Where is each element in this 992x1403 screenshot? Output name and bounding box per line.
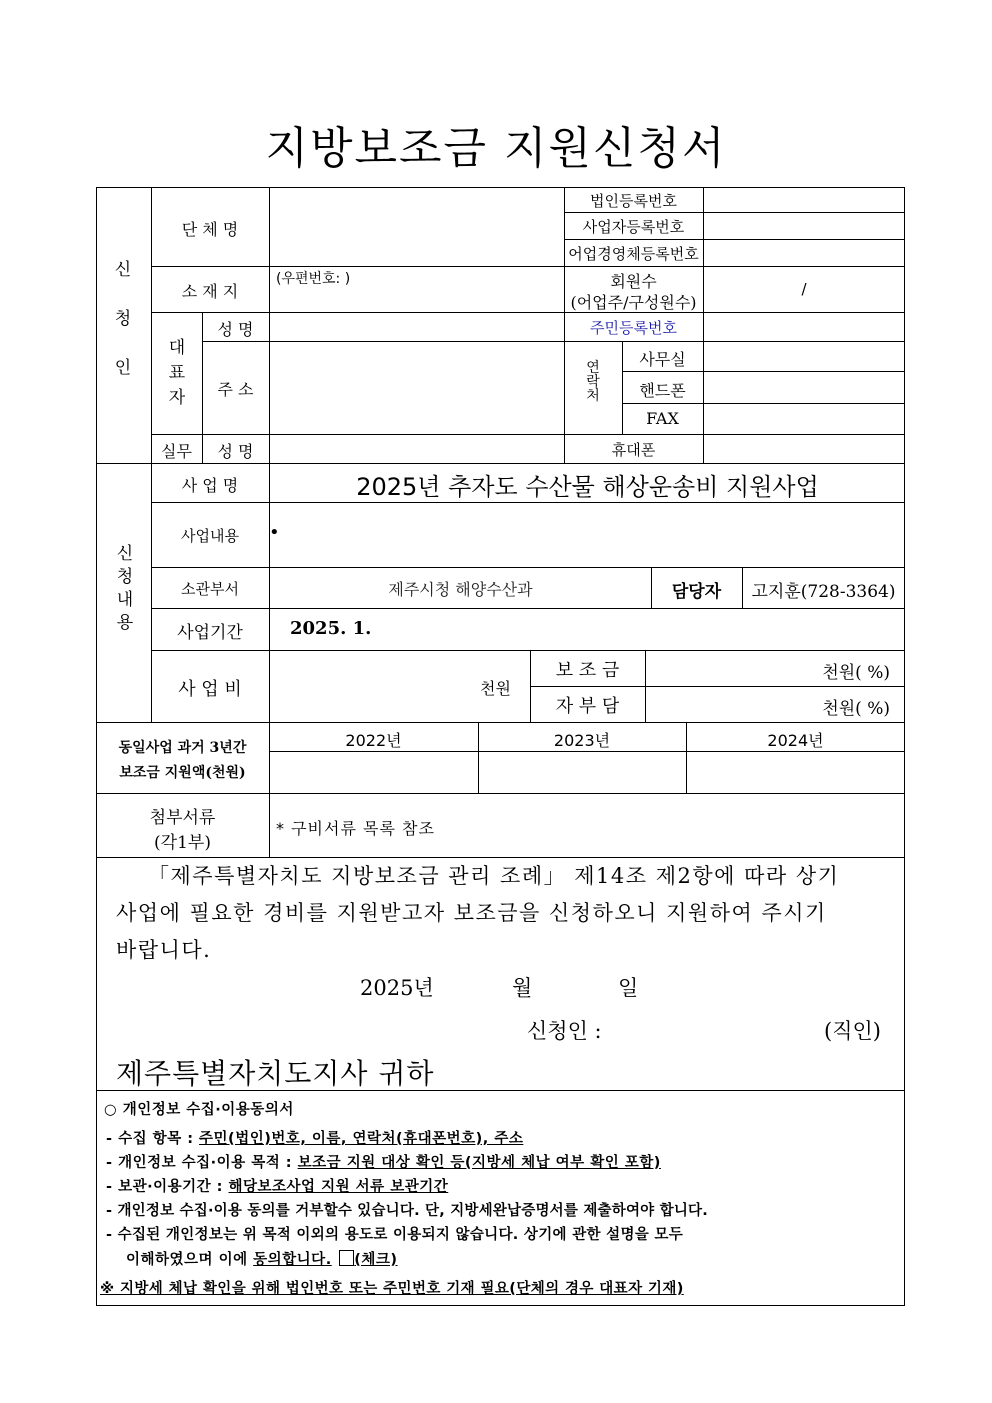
self-funding-label: 자 부 담 — [555, 696, 620, 717]
content-label: 사업내용 — [181, 527, 239, 545]
fishery-reg-label: 어업경영체등록번호 — [568, 245, 699, 263]
rrn-field[interactable] — [704, 313, 904, 341]
privacy-purpose: - 개인정보 수집·이용 목적 : 보조금 지원 대상 확인 등(지방세 체납 여부 확인 포함) — [106, 1155, 661, 1171]
handphone-field[interactable] — [704, 372, 904, 403]
dept-label: 소관부서 — [181, 580, 239, 598]
rrn-label: 주민등록번호 — [590, 319, 677, 337]
history-label-line1: 동일사업 과거 3년간 — [118, 740, 247, 756]
office-phone-field[interactable] — [704, 342, 904, 371]
statement-line3: 바랍니다. — [116, 938, 212, 962]
staff-name-field[interactable] — [270, 435, 564, 463]
biz-reg-label: 사업자등록번호 — [582, 218, 685, 236]
attachments-label-line2: (각1부) — [154, 833, 211, 853]
fax-label: FAX — [646, 409, 679, 428]
period-value[interactable]: 2025. 1. — [290, 618, 372, 639]
privacy-retention: - 보관·이용기간 : 해당보조사업 지원 서류 보관기간 — [106, 1179, 449, 1195]
project-name-value: 2025년 추자도 수산물 해상운송비 지원사업 — [356, 473, 819, 501]
seal-label: (직인) — [824, 1019, 881, 1043]
applicant-section-label: 신 청 인 — [114, 260, 132, 378]
members-sub-label: (어업주/구성원수) — [570, 293, 697, 312]
history-label-line2: 보조금 지원액(천원) — [119, 765, 246, 781]
page-title: 지방보조금 지원신청서 — [265, 123, 727, 174]
history-year-2024: 2024년 — [767, 731, 824, 750]
corp-reg-field[interactable] — [704, 188, 904, 212]
subsidy-label: 보 조 금 — [555, 660, 620, 681]
statement-line1: 「제주특별자치도 지방보조금 관리 조례」 제14조 제2항에 따라 상기 — [148, 864, 840, 888]
members-label: 회원수 — [610, 272, 657, 291]
history-year-2022: 2022년 — [345, 731, 402, 750]
cost-unit: 천원 — [480, 679, 511, 698]
rep-address-field[interactable] — [270, 342, 564, 434]
history-amount-2023[interactable] — [479, 752, 686, 793]
org-name-label: 단 체 명 — [181, 220, 239, 239]
staff-label: 실무 — [161, 442, 192, 461]
attachments-label-line1: 첨부서류 — [149, 808, 216, 828]
cost-label: 사 업 비 — [178, 679, 242, 700]
fishery-reg-field[interactable] — [704, 240, 904, 266]
history-amount-2024[interactable] — [687, 752, 904, 793]
date-year: 2025년 — [360, 976, 434, 1000]
privacy-refuse-note: - 개인정보 수집·이용 동의를 거부할수 있습니다. 단, 지방세완납증명서를 제출하여야 합니다. — [106, 1203, 708, 1219]
tax-note: ※ 지방세 체납 확인을 위해 법인번호 또는 주민번호 기재 필요(단체의 경우 대표자 기재) — [100, 1281, 684, 1297]
handphone-label: 핸드폰 — [639, 381, 686, 400]
address-label: 소 재 지 — [181, 282, 239, 301]
members-field[interactable]: / — [801, 280, 807, 298]
staff-name-label: 성 명 — [217, 442, 254, 461]
subsidy-value[interactable]: 천원( %) — [822, 663, 890, 683]
privacy-use-note-line2: 이해하였으며 이에 동의합니다. (체크) — [126, 1252, 398, 1268]
contact-label: 연 락 처 — [586, 360, 600, 404]
date-day: 일 — [618, 976, 639, 1000]
corp-reg-label: 법인등록번호 — [590, 192, 677, 210]
dept-value: 제주시청 해양수산과 — [388, 580, 533, 599]
postal-code-field[interactable]: (우편번호: ) — [276, 271, 351, 287]
project-name-label: 사 업 명 — [181, 476, 239, 495]
biz-reg-field[interactable] — [704, 213, 904, 239]
privacy-use-note-line1: - 수집된 개인정보는 위 목적 이외의 용도로 이용되지 않습니다. 상기에 관한 설명을 모두 — [106, 1227, 684, 1243]
agree-checkbox[interactable] — [339, 1250, 354, 1266]
mobile-label: 휴대폰 — [611, 441, 656, 459]
addressee: 제주특별자치도지사 귀하 — [116, 1057, 435, 1090]
manager-label: 담당자 — [671, 582, 722, 602]
manager-value: 고지훈(728-3364) — [751, 582, 896, 602]
history-year-2023: 2023년 — [553, 731, 611, 750]
org-name-field[interactable] — [270, 188, 564, 266]
privacy-heading: ○ 개인정보 수집·이용동의서 — [104, 1102, 294, 1118]
rep-address-label: 주 소 — [217, 380, 254, 399]
self-funding-value[interactable]: 천원( %) — [822, 699, 890, 719]
history-amount-2022[interactable] — [270, 752, 478, 793]
attachments-value: * 구비서류 목록 참조 — [276, 819, 435, 838]
mobile-field[interactable] — [704, 435, 904, 463]
privacy-items: - 수집 항목 : 주민(법인)번호, 이름, 연락처(휴대폰번호), 주소 — [106, 1131, 524, 1147]
fax-field[interactable] — [704, 404, 904, 434]
request-section-label: 신 청 내 용 — [116, 544, 134, 633]
content-field[interactable]: • — [269, 522, 280, 543]
date-month: 월 — [512, 976, 533, 1000]
rep-name-field[interactable] — [270, 313, 564, 341]
rep-name-label: 성 명 — [217, 320, 254, 339]
applicant-signature-label: 신청인 : — [527, 1019, 602, 1043]
statement-line2: 사업에 필요한 경비를 지원받고자 보조금을 신청하오니 지원하여 주시기 — [116, 901, 827, 925]
period-label: 사업기간 — [177, 623, 243, 643]
office-label: 사무실 — [639, 350, 686, 369]
representative-label: 대 표 자 — [168, 338, 186, 408]
